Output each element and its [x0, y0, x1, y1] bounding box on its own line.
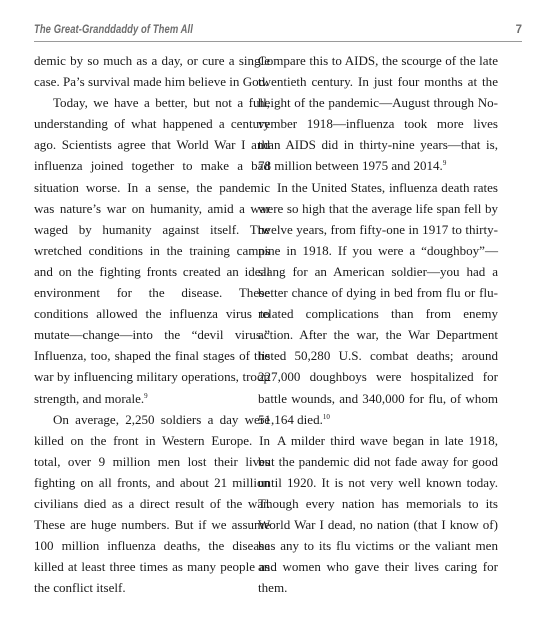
- right-column: [258, 50, 498, 598]
- paragraph: On average, 2,250 soldiers a day were killed on the front in Western Europe. In total, over 9 million men lost their lives fighting on all fronts, and about 21 million civilians died as a direct result of the war. These are huge numbers. But if we assume 100 million influenza deaths, the disease killed at least three times as many people as the conflict itself.: [34, 411, 270, 596]
- footnote-marker: 10: [322, 412, 330, 421]
- paragraph: [258, 177, 498, 430]
- paragraph: demic by so much as a day, or cure a single case. Pa’s survival made him believe in God.: [34, 53, 270, 90]
- footnote-marker: 9: [442, 159, 447, 168]
- paragraph-text: Today, we have a better, but not a full, understanding of what happened a century ago. Scientists agree that World War I and influenza joined together to make a bad situation worse. In a sense, the pandemic was nature’s war on humanity, amid a war waged by humanity against itself. The wretched conditions in the training camps and on the fighting fronts created an ideal environment for the disease. These conditions allowed the influenza virus to mutate—change—into the “devil virus.” Influenza, too, shaped the final stages of the war by influencing military operations, troop strength, and morale.: [34, 95, 270, 406]
- paragraph: A milder third wave began in late 1918, but the pandemic did not fade away for good until 1920. It is not very well known today. Though every nation has memorials to its World War I dead, no nation (that I know of) has any to its flu victims or the valiant men and women who gave their lives caring for them.: [258, 432, 498, 596]
- paragraph: [258, 50, 498, 177]
- paragraph-text: In the United States, influenza death rates were so high that the average life span fell by twelve years, from fifty-one in 1917 to thirty-nine in 1918. If you were a “doughboy”—slang for an American soldier—you had a better chance of dying in bed from flu or flu-related complications than from enemy action. After the war, the War Department listed 50,280 U.S. combat deaths; around 227,000 doughboys were hospitalized for battle wounds, and 340,000 for flu, of whom 51,164 died.: [258, 179, 498, 427]
- footnote-marker: 9: [144, 391, 148, 400]
- running-head: The Great-Granddaddy of Them All: [34, 24, 193, 36]
- left-column: [34, 50, 270, 598]
- page-header: [34, 24, 522, 42]
- header-rule: [34, 41, 522, 42]
- paragraph: [34, 92, 270, 408]
- paragraph-text: Compare this to AIDS, the scourge of the late twentieth century. In just four months at the height of the pandemic—August through November 1918—influenza took more lives than AIDS did in thirty-nine years—that is, 78 million between 1975 and 2014.: [258, 53, 498, 174]
- page-number: 7: [515, 24, 522, 36]
